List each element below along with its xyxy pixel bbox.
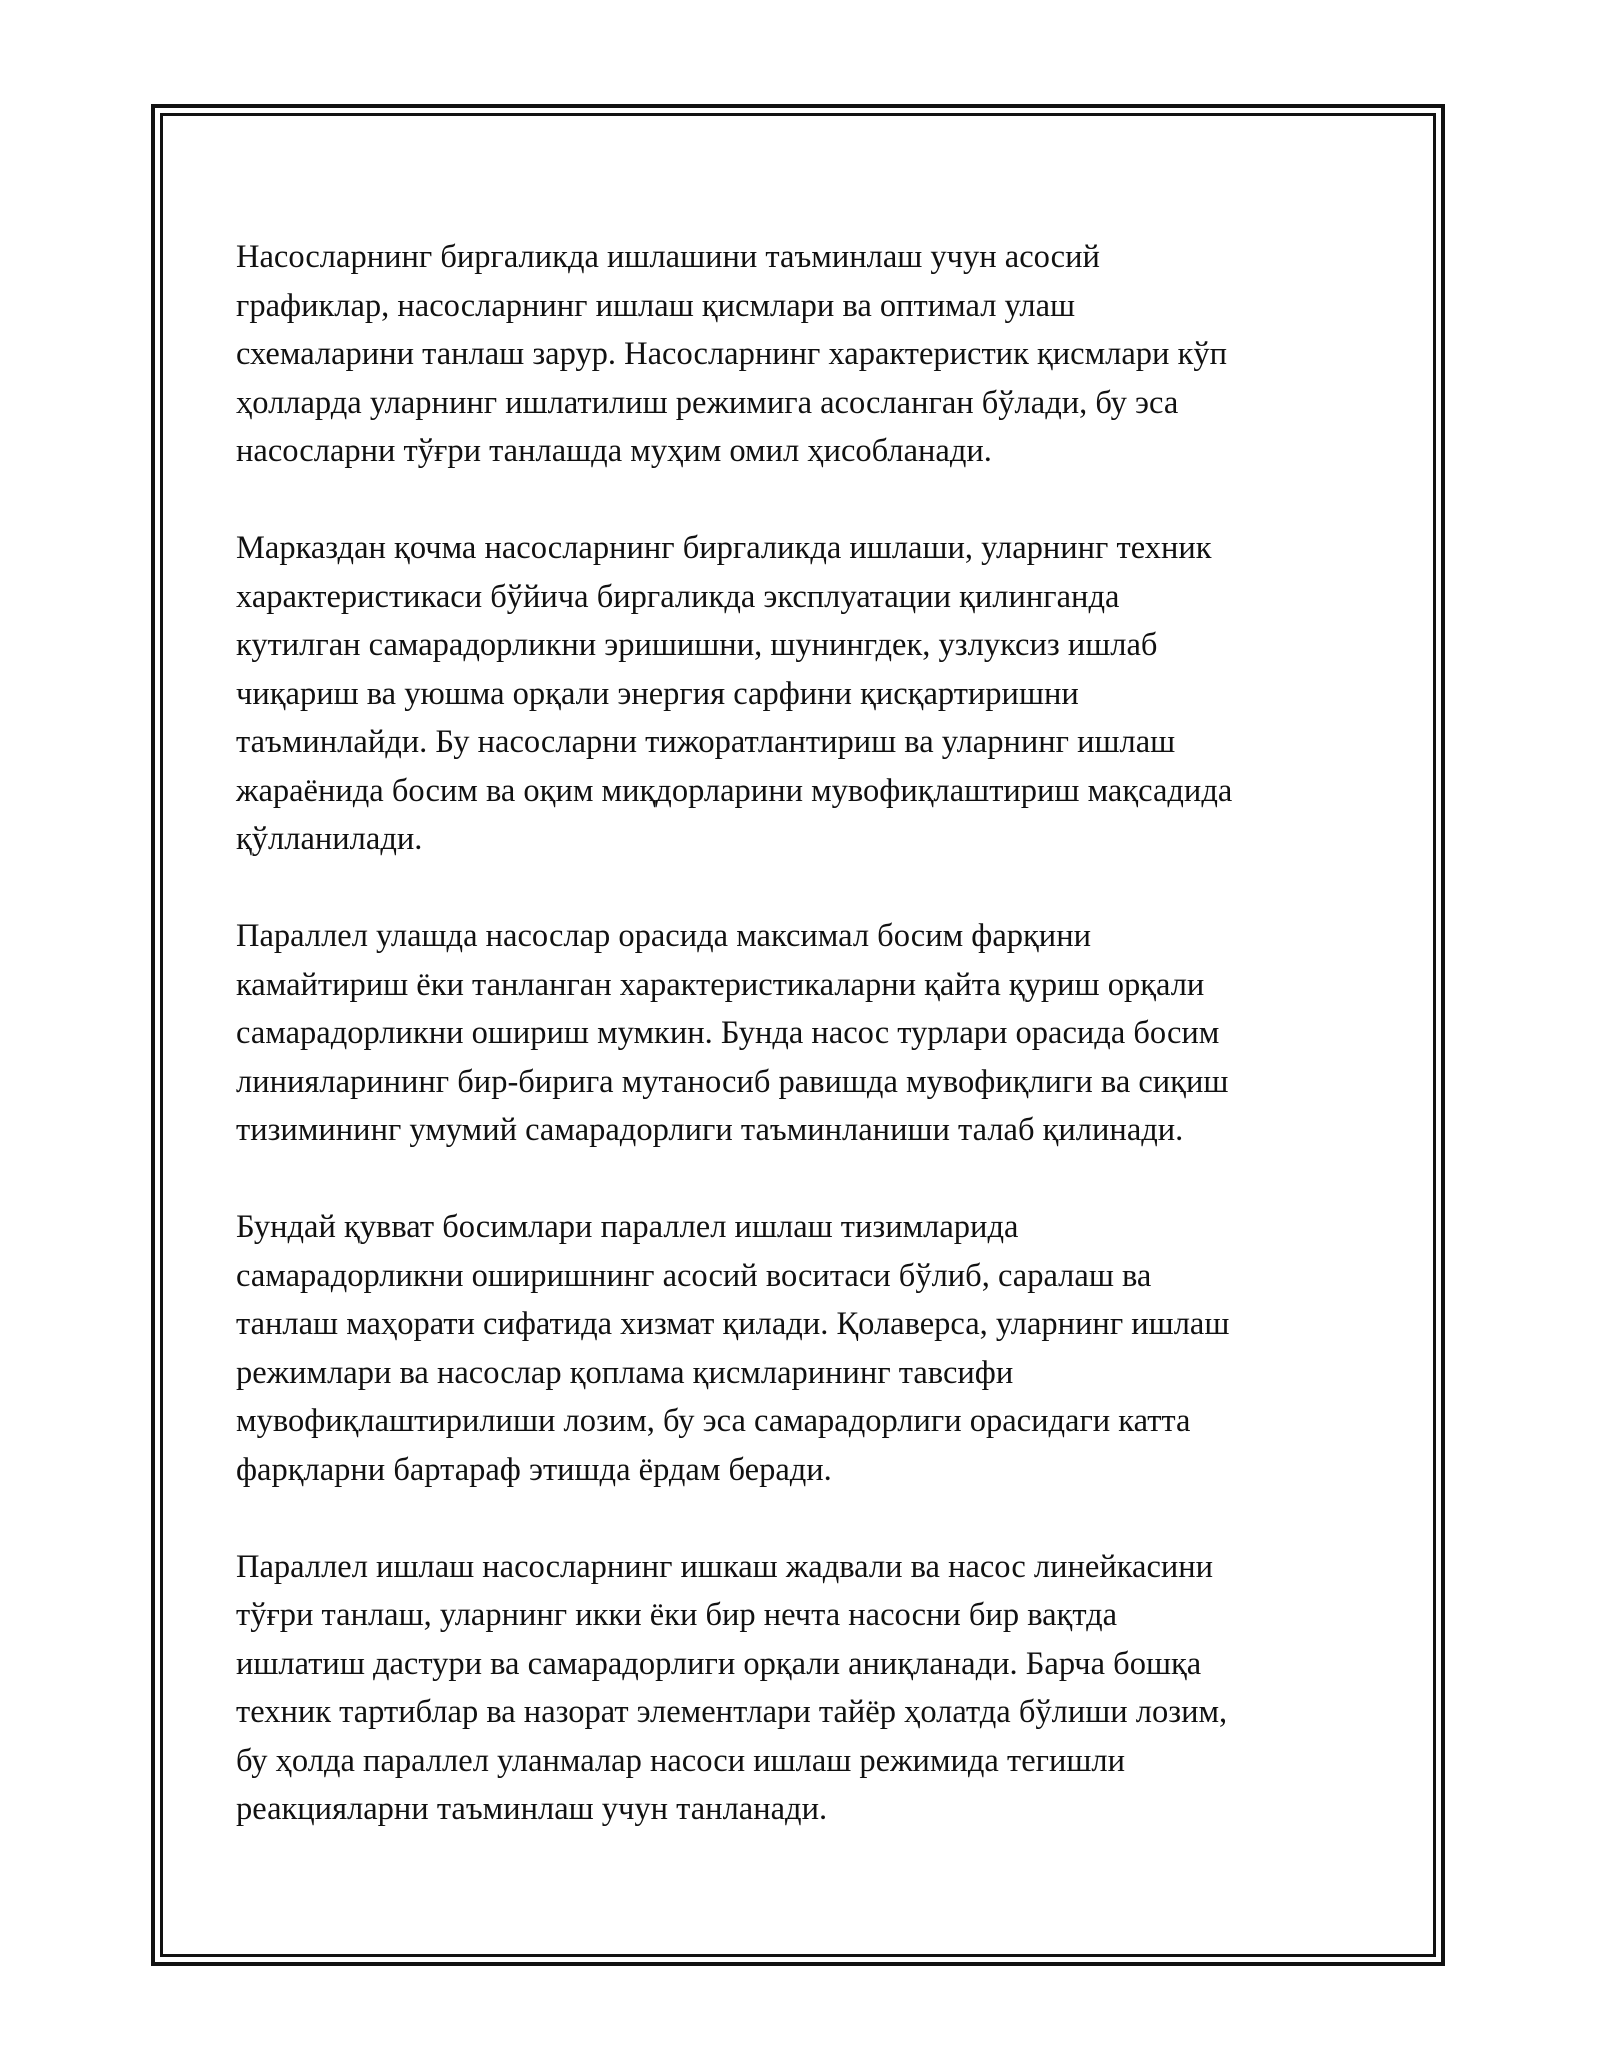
paragraph-5 (236, 1543, 1376, 1834)
text-line: қўлланилади. (236, 821, 423, 857)
text-line: жараёнида босим ва оқим миқдорларини мувофиқлаштириш мақсадида (236, 772, 1233, 809)
paragraph-2 (236, 524, 1376, 864)
text-line: фарқларни бартараф этишда ёрдам беради. (236, 1451, 832, 1488)
text-line: самарадорликни оширишнинг асосий воситаси бўлиб, саралаш ва (236, 1257, 1152, 1294)
text-line: графиклар, насосларнинг ишлаш қисмлари ва оптимал улаш (236, 287, 1076, 324)
paragraph-3 (236, 912, 1376, 1155)
text-line: Бундай қувват босимлари параллел ишлаш тизимларида (236, 1209, 1019, 1245)
text-line: Параллел ишлаш насосларнинг ишкаш жадвали ва насос линейкасини (236, 1548, 1214, 1585)
text-line: чиқариш ва уюшма орқали энергия сарфини қисқартиришни (236, 675, 1079, 712)
paragraph-1 (236, 233, 1376, 476)
text-line: кутилган самарадорликни эришишни, шунингдек, узлуксиз ишлаб (236, 627, 1158, 663)
text-line: таъминлайди. Бу насосларни тижоратлантириш ва уларнинг ишлаш (236, 724, 1176, 760)
text-line: тизимининг умумий самарадорлиги таъминланиши талаб қилинади. (236, 1112, 1184, 1148)
text-line: Насосларнинг биргаликда ишлашини таъминлаш учун асосий (236, 239, 1100, 275)
text-line: схемаларини танлаш зарур. Насосларнинг характеристик қисмлари кўп (236, 336, 1227, 372)
text-line: насосларни тўғри танлашда муҳим омил ҳисобланади. (236, 433, 992, 469)
text-line: техник тартиблар ва назорат элементлари тайёр ҳолатда бўлиши лозим, (236, 1694, 1228, 1730)
text-line: Параллел улашда насослар орасида максимал босим фарқини (236, 918, 1091, 954)
text-line: Марказдан қочма насосларнинг биргаликда ишлаши, уларнинг техник (236, 530, 1212, 566)
text-line: режимлари ва насослар қоплама қисмларининг тавсифи (236, 1354, 1014, 1391)
text-line: ишлатиш дастури ва самарадорлиги орқали аниқланади. Барча бошқа (236, 1645, 1202, 1682)
text-line: мувофиқлаштирилиши лозим, бу эса самарадорлиги орасидаги катта (236, 1403, 1191, 1439)
text-line: камайтириш ёки танланган характеристикаларни қайта қуриш орқали (236, 966, 1205, 1003)
text-line: тўғри танлаш, уларнинг икки ёки бир нечта насосни бир вақтда (236, 1597, 1118, 1633)
text-line: характеристикаси бўйича биргаликда эксплуатации қилинганда (236, 578, 1120, 615)
text-line: самарадорликни ошириш мумкин. Бунда насос турлари орасида босим (236, 1015, 1220, 1051)
paragraph-4 (236, 1203, 1376, 1494)
document-body (236, 233, 1376, 1834)
text-line: реакцияларни таъминлаш учун танланади. (236, 1791, 828, 1827)
text-line: ҳолларда уларнинг ишлатилиш режимига асосланган бўлади, бу эса (236, 384, 1179, 421)
text-line: бу ҳолда параллел уланмалар насоси ишлаш режимида тегишли (236, 1742, 1125, 1779)
text-line: линияларининг бир-бирига мутаносиб равишда мувофиқлиги ва сиқиш (236, 1063, 1229, 1100)
text-line: танлаш маҳорати сифатида хизмат қилади. Қолаверса, уларнинг ишлаш (236, 1306, 1230, 1342)
